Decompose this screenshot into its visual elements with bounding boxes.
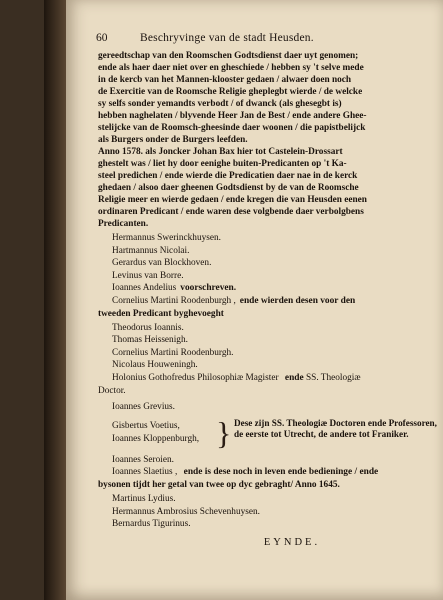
predicanten-list xyxy=(112,232,436,308)
list-item xyxy=(112,232,436,245)
list-item: Ioannes Kloppenburgh, xyxy=(112,433,200,444)
predicant-name: Cornelius Martini Roodenburgh , xyxy=(112,295,236,306)
paragraph-1 xyxy=(98,50,436,146)
list-item xyxy=(112,282,436,295)
continuation-line: tweeden Predicant byghevoeght xyxy=(98,308,224,319)
page-number: 60 xyxy=(96,32,108,44)
predicant-name: Levinus van Borre. xyxy=(112,270,184,281)
text-line: gereedtschap van den Roomschen Godtsdienst daer uyt genomen; xyxy=(98,51,359,61)
list-item: Ioannes Seroien. xyxy=(112,454,174,465)
list-item: Gisbertus Voetius, xyxy=(112,420,180,431)
page-body xyxy=(98,50,436,549)
book-gutter-shadow xyxy=(44,0,66,600)
predicanten-list-3 xyxy=(112,454,436,479)
text-line: ghedaen / alsoo daer gheenen Godtsdienst by de van de Roomsche xyxy=(98,183,359,193)
list-item: Martinus Lydius. xyxy=(112,493,176,504)
predicant-note: ende xyxy=(284,372,304,383)
list-item: Hermannus Ambrosius Schevenhuysen. xyxy=(112,506,260,517)
text-line: stelijcke van de Roomsch-gheesinde daer woonen / die papistbelijck xyxy=(98,123,366,133)
text-line: hebben naghelaten / blyvende Heer Jan de Best / ende andere Ghee- xyxy=(98,111,367,121)
list-item: Cornelius Martini Roodenburgh. xyxy=(112,347,234,358)
text-line: Predicanten. xyxy=(98,219,149,229)
list-item xyxy=(112,372,436,385)
list-item: Thomas Heissenigh. xyxy=(112,335,188,346)
list-item xyxy=(112,295,436,308)
list-item: Nicolaus Houweningh. xyxy=(112,360,198,371)
list-item xyxy=(112,245,436,258)
text-line: Anno 1578. als Joncker Johan Bax hier tot Castelein-Drossart xyxy=(98,147,343,157)
list-item: Theodorus Ioannis. xyxy=(112,322,184,333)
list-item: Bernardus Tigurinus. xyxy=(112,519,191,530)
predicant-note: ende is dese noch in leven ende bedieninge / ende xyxy=(183,467,379,478)
continuation-line: Doctor. xyxy=(98,385,126,396)
eynde-heading: EYNDE. xyxy=(263,536,321,548)
brace-names xyxy=(112,420,199,446)
text-line: steel predichen / ende wierde die Predicatien daer nae in de kerck xyxy=(98,171,358,181)
predicant-note: voorschreven. xyxy=(180,283,237,294)
predicant-name: Ioannes Andelius xyxy=(112,283,177,294)
continuation-line: bysonen tijdt her getal van twee op dyc gebraght/ Anno 1645. xyxy=(98,479,340,490)
professors-brace-group xyxy=(98,414,437,452)
list-item: Ioannes Grevius. xyxy=(112,402,175,413)
text-line: ende als haer daer niet over en gheschiede / hebben sy 't selve mede xyxy=(98,63,364,73)
paragraph-2 xyxy=(98,146,436,230)
text-line: ordinaren Predicant / ende waren dese volgbende daer verbolgbens xyxy=(98,207,364,217)
predicant-name: Gerardus van Blockhoven. xyxy=(112,258,212,269)
text-line: sy selfs sonder yemandts verbodt / of dwanck (als ghesegbt is) xyxy=(98,99,342,109)
text-line: ghestelt was / liet hy door eenighe buiten-Predicanten op 't Ka- xyxy=(98,159,347,169)
predicant-title: SS. Theologiæ xyxy=(305,372,361,383)
predicanten-list-2 xyxy=(98,322,436,414)
text-line: als Burgers onder de Burgers leefden. xyxy=(98,135,248,145)
text-line: in de kercb van het Mannen-klooster gedaen / alwaer doen noch xyxy=(98,75,352,85)
list-item xyxy=(112,466,436,479)
running-title: Beschryvinge van de stadt Heusden. xyxy=(140,32,314,44)
predicant-name: Hermannus Swerinckhuysen. xyxy=(112,233,221,243)
text-line: de Exercitie van de Roomsche Religie gheplegbt wierde / de welcke xyxy=(98,87,363,97)
predicant-note: ende wierden desen voor den xyxy=(239,295,356,306)
list-item xyxy=(112,270,436,283)
predicant-name: Holonius Gothofredus Philosophiæ Magister xyxy=(112,372,279,383)
predicanten-list-4 xyxy=(112,493,436,531)
list-item xyxy=(112,257,436,270)
brace-annotation: Dese zijn SS. Theologiæ Doctoren ende Professoren, de eerste tot Utrecht, de andere tot Franiker. xyxy=(234,417,437,440)
predicant-name: Hartmannus Nicolai. xyxy=(112,245,190,256)
predicant-name: Ioannes Slaetius , xyxy=(112,467,178,478)
curly-brace: } xyxy=(216,414,232,451)
text-line: Religie meer en wierde gedaen / ende kregen die van Heusden eenen xyxy=(98,195,367,205)
